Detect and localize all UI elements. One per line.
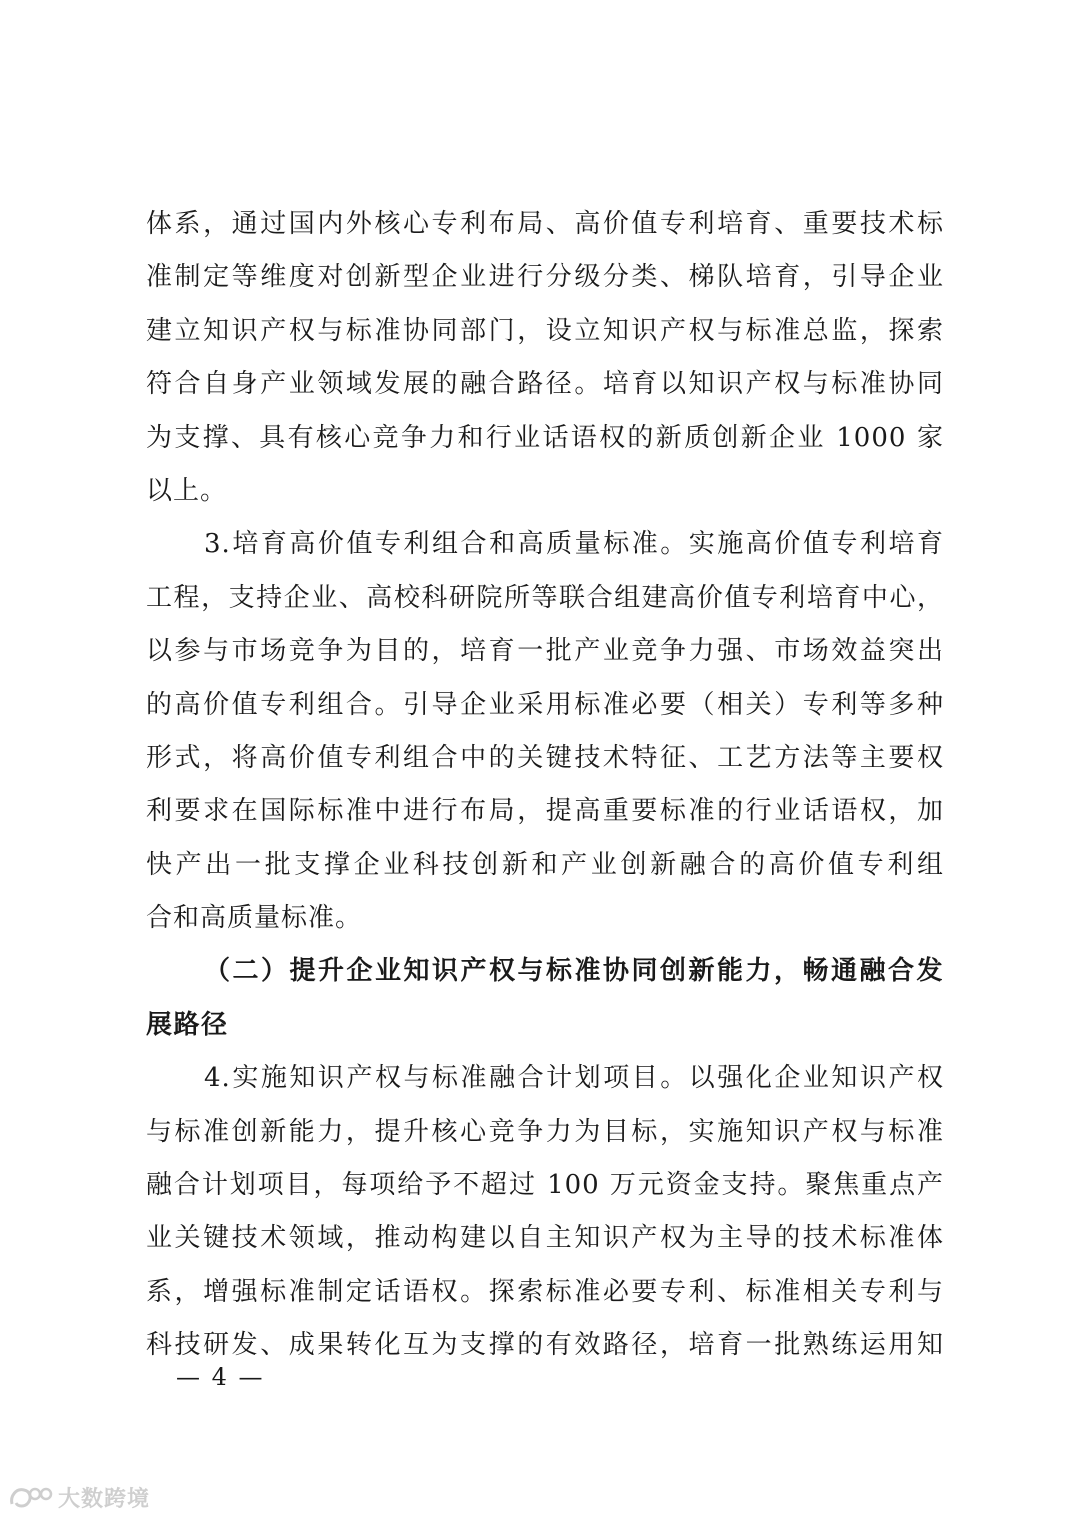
text-line: 体系，通过国内外核心专利布局、高价值专利培育、重要技术标 <box>146 209 944 239</box>
text-line: 业关键技术领域，推动构建以自主知识产权为主导的技术标准体 <box>146 1223 944 1254</box>
body-text <box>146 198 944 1373</box>
text-line: 合和高质量标准。 <box>146 903 363 934</box>
text-line: 形式，将高价值专利组合中的关键技术特征、工艺方法等主要权 <box>146 742 944 773</box>
section-heading: 展路径 <box>146 1009 229 1040</box>
text-line: 利要求在国际标准中进行布局，提高重要标准的行业话语权，加 <box>146 796 944 827</box>
watermark-text: 大数跨境 <box>58 1486 151 1512</box>
text-line: 符合自身产业领域发展的融合路径。培育以知识产权与标准协同 <box>146 369 944 400</box>
text-line: 准制定等维度对创新型企业进行分级分类、梯队培育，引导企业 <box>146 262 944 293</box>
text-line: 的高价值专利组合。引导企业采用标准必要（相关）专利等多种 <box>146 689 944 720</box>
text-line: 4.实施知识产权与标准融合计划项目。以强化企业知识产权 <box>204 1063 944 1094</box>
page-number: — 4 — <box>176 1363 265 1391</box>
text-line: 为支撑、具有核心竞争力和行业话语权的新质创新企业 1000 家 <box>146 422 944 453</box>
text-line: 以上。 <box>146 475 228 506</box>
text-line: 系，增强标准制定话语权。探索标准必要专利、标准相关专利与 <box>146 1276 944 1307</box>
text-line: 以参与市场竞争为目的，培育一批产业竞争力强、市场效益突出 <box>146 636 944 667</box>
section-heading: （二）提升企业知识产权与标准协同创新能力，畅通融合发 <box>204 956 944 987</box>
text-line: 融合计划项目，每项给予不超过 100 万元资金支持。聚焦重点产 <box>146 1170 944 1201</box>
watermark <box>8 1480 150 1514</box>
text-line: 建立知识产权与标准协同部门，设立知识产权与标准总监，探索 <box>146 315 944 346</box>
text-line: 快产出一批支撑企业科技创新和产业创新融合的高价值专利组 <box>146 849 944 880</box>
text-line: 与标准创新能力，提升核心竞争力为目标，实施知识产权与标准 <box>146 1116 944 1147</box>
watermark-logo-icon <box>8 1482 54 1512</box>
text-line: 工程，支持企业、高校科研院所等联合组建高价值专利培育中心， <box>146 582 944 613</box>
text-line: 3.培育高价值专利组合和高质量标准。实施高价值专利培育 <box>204 529 944 560</box>
text-line: 科技研发、成果转化互为支撑的有效路径，培育一批熟练运用知 <box>146 1330 944 1361</box>
